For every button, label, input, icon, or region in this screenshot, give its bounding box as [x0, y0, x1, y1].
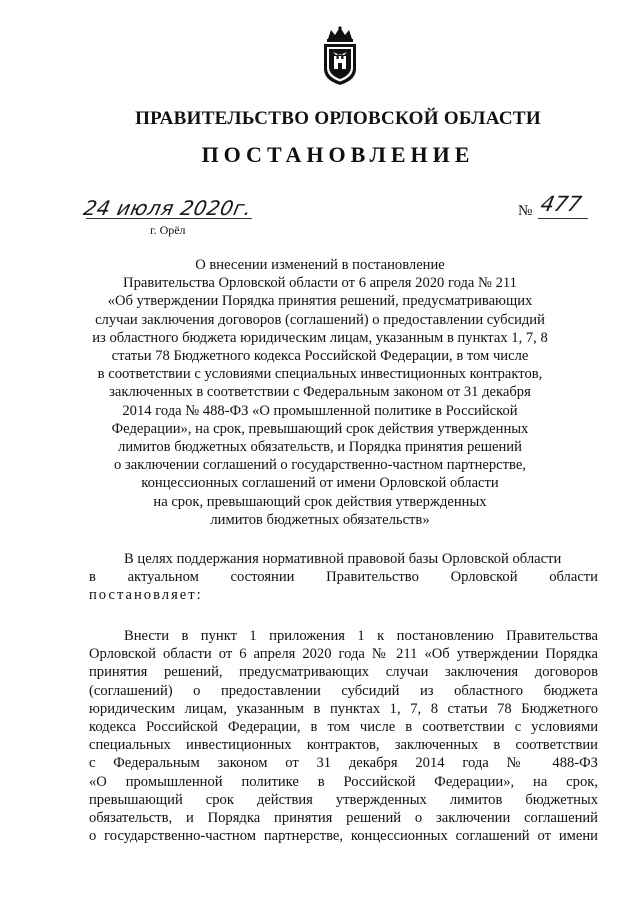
title-line: статьи 78 Бюджетного кодекса Российской Федерации, в том числе: [111, 348, 529, 365]
organization-name: ПРАВИТЕЛЬСТВО ОРЛОВСКОЙ ОБЛАСТИ: [135, 108, 541, 129]
title-line: из областного бюджета юридическим лицам, указанным в пунктах 1, 7, 8: [92, 329, 548, 346]
main-paragraph: [89, 627, 598, 845]
body-line: «О промышленной политике в Российской Федерации», на срок,: [89, 773, 598, 790]
title-line: 2014 года № 488-ФЗ «О промышленной политике в Российской: [122, 402, 518, 419]
handwritten-number: 477: [538, 192, 584, 216]
coat-of-arms-emblem: [318, 25, 362, 87]
preamble-decision-word: постановляет:: [89, 587, 203, 604]
preamble-paragraph: [89, 550, 598, 605]
date-underline: [86, 218, 252, 219]
title-line: Правительства Орловской области от 6 апреля 2020 года № 211: [123, 275, 517, 292]
body-line: Орловской области от 6 апреля 2020 года № 211 «Об утверждении Порядка: [89, 646, 598, 663]
preamble-line: В целях поддержания нормативной правовой базы Орловской области: [124, 551, 562, 567]
title-line: лимитов бюджетных обязательств, и Порядка принятия решений: [118, 439, 522, 456]
preamble-line: в актуальном состоянии Правительство Орловской области: [89, 569, 598, 586]
title-line: в соответствии с условиями специальных инвестиционных контрактов,: [97, 366, 543, 383]
body-line: с Федеральным законом от 31 декабря 2014 года № 488-ФЗ: [89, 755, 598, 772]
title-line: лимитов бюджетных обязательств»: [210, 511, 430, 528]
body-line: превышающий срок действия утвержденных лимитов бюджетных: [89, 791, 598, 808]
body-line: юридическим лицам, указанным в пунктах 1, 7, 8 статьи 78 Бюджетного: [89, 700, 598, 717]
city-label: г. Орёл: [150, 223, 186, 237]
title-line: О внесении изменений в постановление: [195, 257, 445, 273]
title-line: «Об утверждении Порядка принятия решений, предусматривающих: [107, 293, 533, 310]
body-line: обязательств, и Порядка принятия решений о заключении соглашений: [89, 810, 598, 827]
title-line: концессионных соглашений от имени Орловской области: [141, 475, 499, 492]
body-line: кодекса Российской Федерации, в том числе в соответствии с условиями: [89, 719, 598, 736]
body-line: (соглашений) о предоставлении субсидий из областного бюджета: [89, 682, 598, 699]
body-line: принятия решений, предусматривающих случаи заключения договоров: [89, 664, 598, 681]
body-line: Внести в пункт 1 приложения 1 к постановлению Правительства: [124, 628, 598, 644]
body-line: специальных инвестиционных контрактов, заключенных в соответствии: [89, 737, 598, 754]
title-line: о заключении соглашений о государственно-частном партнерстве,: [114, 457, 526, 474]
title-line: на срок, превышающий срок действия утвержденных: [153, 493, 487, 510]
title-line: случаи заключения договоров (соглашений) о предоставлении субсидий: [95, 311, 545, 328]
number-sign: №: [518, 203, 533, 219]
title-line: заключенных в соответствии с Федеральным законом от 31 декабря: [109, 384, 531, 401]
title-line: Федерации», на срок, превышающий срок действия утвержденных: [111, 420, 529, 437]
body-line: о государственно-частном партнерстве, концессионных соглашений от имени: [89, 828, 598, 845]
resolution-title: [90, 256, 550, 529]
handwritten-date: 24 июля 2020г.: [81, 196, 255, 220]
document-type: ПОСТАНОВЛЕНИЕ: [201, 142, 475, 167]
number-underline: [538, 218, 588, 219]
